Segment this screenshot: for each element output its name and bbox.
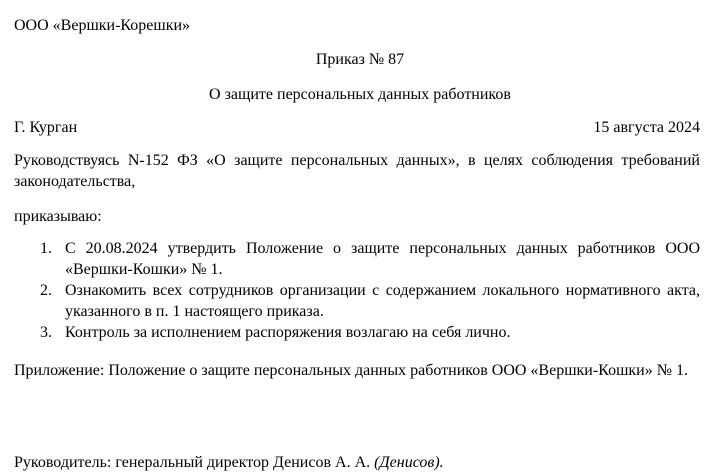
order-title: Приказ № 87 xyxy=(315,51,405,68)
order-word: приказываю: xyxy=(14,208,102,225)
attachment-paragraph: Приложение: Положение о защите персональных данных работников ООО «Вершки-Кошки» № 1. xyxy=(14,362,688,379)
list-item-number: 1. xyxy=(40,240,52,257)
list-item-number: 3. xyxy=(40,324,52,341)
order-date: 15 августа 2024 xyxy=(593,119,700,136)
signature: (Денисов). xyxy=(374,454,444,471)
signature-block xyxy=(14,452,444,473)
list-item-text: Ознакомить всех сотрудников организации с содержанием локального нормативного акта, указанного в п. 1 настоящего приказа. xyxy=(65,282,700,320)
order-subject: О защите персональных данных работников xyxy=(209,86,511,103)
company-name: ООО «Вершки-Корешки» xyxy=(14,17,191,34)
list-item xyxy=(14,280,700,322)
order-city: Г. Курган xyxy=(14,119,78,136)
order-items-list xyxy=(14,238,700,343)
signature-line: Руководитель: генеральный директор Денисов А. А. xyxy=(14,454,371,471)
list-item xyxy=(14,238,700,280)
list-item-text: С 20.08.2024 утвердить Положение о защите персональных данных работников ООО «Вершки-Кошки» № 1. xyxy=(65,240,700,278)
list-item-text: Контроль за исполнением распоряжения возлагаю на себя лично. xyxy=(65,324,511,341)
list-item xyxy=(14,322,700,343)
list-item-number: 2. xyxy=(40,282,52,299)
preamble-paragraph: Руководствуясь N-152 ФЗ «О защите персональных данных», в целях соблюдения требований законодательства, xyxy=(14,152,700,190)
